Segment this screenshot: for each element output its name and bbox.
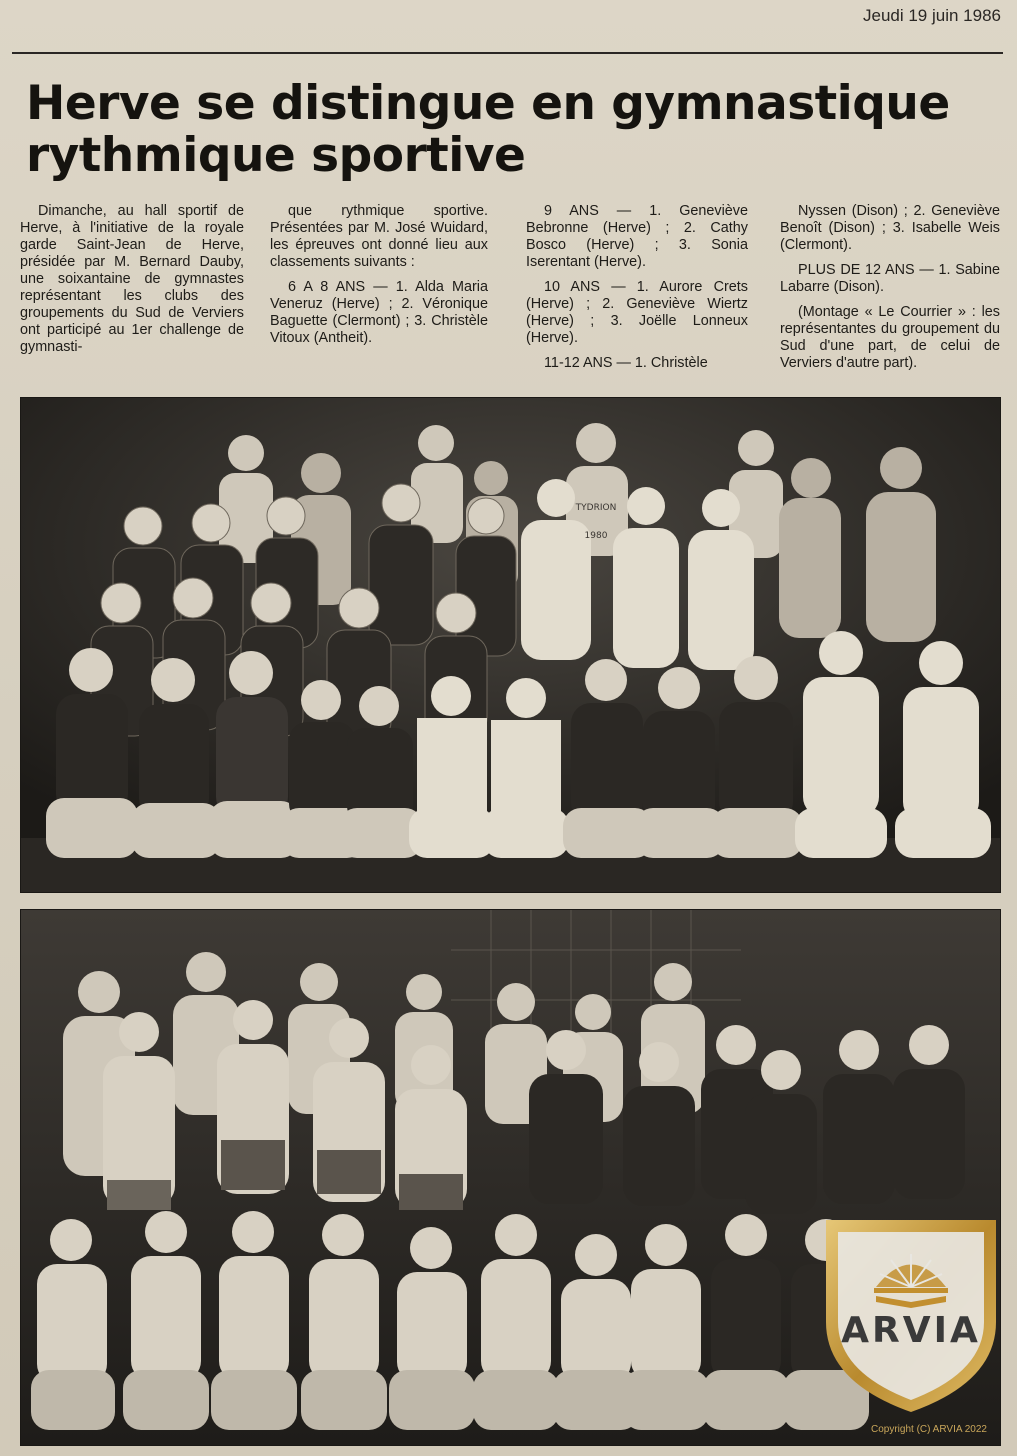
arvia-logo-text: ARVIA xyxy=(841,1310,981,1351)
shirt-year: 1980 xyxy=(584,531,608,541)
results-11-12-ans-end: Nyssen (Dison) ; 2. Geneviève Benoît (Dison) ; 3. Isabelle Weis (Clermont). xyxy=(780,203,1000,253)
shirt-text: TYDRION xyxy=(575,503,617,513)
article-column-4 xyxy=(780,203,1000,373)
group-photo-top-image xyxy=(21,398,1000,892)
results-9-ans: 9 ANS — 1. Geneviève Bebronne (Herve) ; 2. Cathy Bosco (Herve) ; 3. Sonia Iserentant (Herve). xyxy=(526,203,748,270)
article-column-2 xyxy=(270,203,488,373)
article-column-1 xyxy=(20,203,244,373)
results-6-8-ans: 6 A 8 ANS — 1. Alda Maria Veneruz (Herve) ; 2. Véronique Baguette (Clermont) ; 3. Christèle Vitoux (Antheit). xyxy=(270,279,488,346)
results-plus-12-ans: PLUS DE 12 ANS — 1. Sabine Labarre (Dison). xyxy=(780,262,1000,295)
results-10-ans: 10 ANS — 1. Aurore Crets (Herve) ; 2. Geneviève Wiertz (Herve) ; 3. Joëlle Lonneux (Herve). xyxy=(526,279,748,346)
copyright-notice: Copyright (C) ARVIA 2022 xyxy=(871,1424,987,1435)
photo-caption: (Montage « Le Courrier » : les représentantes du groupement du Sud d'une part, de celui de Verviers d'autre part). xyxy=(780,304,1000,371)
results-11-12-ans-start: 11-12 ANS — 1. Christèle xyxy=(544,355,708,371)
header-rule xyxy=(12,52,1003,54)
column-paragraph: que rythmique sportive. Présentées par M. José Wuidard, les épreuves ont donné lieu aux classements suivants : xyxy=(270,203,488,270)
issue-date: Jeudi 19 juin 1986 xyxy=(862,6,1001,25)
article-headline: Herve se distingue en gymnastique rythmique sportive xyxy=(26,76,950,183)
column-paragraph: Dimanche, au hall sportif de Herve, à l'initiative de la royale garde Saint-Jean de Herve, présidée par M. Bernard Dauby, une soixantaine de gymnastes représentant les clubs des groupements du Sud de Verviers ont participé au 1er challenge de gymnasti- xyxy=(20,203,244,355)
group-photo-top xyxy=(20,397,1001,893)
arvia-logo xyxy=(816,1212,1006,1417)
article-column-3 xyxy=(526,203,748,373)
